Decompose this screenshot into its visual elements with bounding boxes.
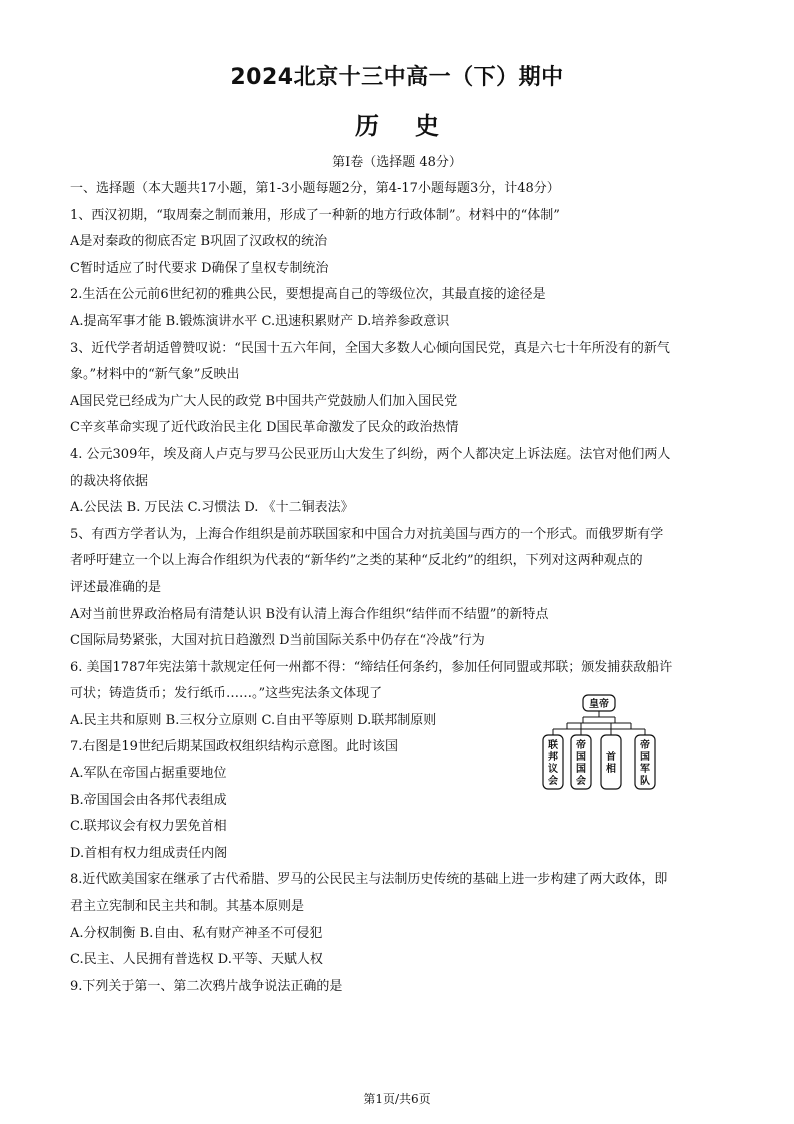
text-line: 的裁决将依据: [70, 473, 149, 489]
text-line: C.联邦议会有权力罢免首相: [70, 819, 227, 835]
box-label-federal-council: 联邦议会: [548, 740, 558, 787]
box-label-imperial-diet: 帝国国会: [576, 740, 586, 787]
text-line: 者呼吁建立一个以上海合作组织为代表的“新华约”之类的某种“反北约”的组织，下列对这两种观点的: [70, 553, 643, 569]
text-line: A.分权制衡 B.自由、私有财产神圣不可侵犯: [70, 925, 323, 941]
text-line: 3、近代学者胡适曾赞叹说：“民国十五六年间，全国大多数人心倾向国民党，真是六七十年所没有的新气: [70, 340, 670, 356]
question-body: [70, 176, 722, 1000]
text-line: A.民主共和原则 B.三权分立原则 C.自由平等原则 D.联邦制原则: [70, 712, 437, 728]
text-line: C国际局势紧张，大国对抗日趋激烈 D当前国际关系中仍存在“冷战”行为: [70, 633, 485, 649]
box-label-imperial-army: 帝国军队: [640, 740, 650, 787]
text-line: A是对秦政的彻底否定 B巩固了汉政权的统治: [70, 234, 328, 250]
text-line: A对当前世界政治格局有清楚认识 B没有认清上海合作组织“结伴而不结盟”的新特点: [70, 606, 549, 622]
text-line: A.军队在帝国占据重要地位: [70, 766, 227, 782]
text-line: A.提高军事才能 B.锻炼演讲水平 C.迅速积累财产 D.培养参政意识: [70, 313, 450, 329]
text-line: 5、有西方学者认为，上海合作组织是前苏联国家和中国合力对抗美国与西方的一个形式。而俄罗斯有学: [70, 526, 664, 542]
text-line: C.民主、人民拥有普选权 D.平等、天赋人权: [70, 952, 323, 968]
text-line: 1、西汉初期，“取周秦之制而兼用，形成了一种新的地方行政体制”。材料中的“体制”: [70, 207, 560, 223]
exam-title: 2024北京十三中高一（下）期中: [230, 65, 564, 90]
government-structure-diagram: [533, 693, 663, 793]
text-line: 评述最准确的是: [70, 579, 162, 595]
text-line: 6. 美国1787年宪法第十款规定任何一州都不得：“缔结任何条约，参加任何同盟或邦联；颁发捕获敌船许: [70, 659, 673, 675]
text-line: C暂时适应了时代要求 D确保了皇权专制统治: [70, 260, 329, 276]
text-line: 4. 公元309年，埃及商人卢克与罗马公民亚历山大发生了纠纷，两个人都决定上诉法庭。法官对他们两人: [70, 446, 671, 462]
text-line: D.首相有权力组成责任内阁: [70, 845, 228, 861]
text-line: A国民党已经成为广大人民的政党 B中国共产党鼓励人们加入国民党: [70, 393, 458, 409]
text-line: 一、选择题（本大题共17小题，第1-3小题每题2分，第4-17小题每题3分，计48分）: [70, 181, 560, 196]
text-line: 7.右图是19世纪后期某国政权组织结构示意图。此时该国: [70, 739, 398, 755]
box-label-chancellor: 首相: [606, 752, 616, 775]
text-line: 2.生活在公元前6世纪初的雅典公民，要想提高自己的等级位次，其最直接的途径是: [70, 287, 546, 303]
text-line: 象。”材料中的“新气象”反映出: [70, 367, 240, 383]
text-line: 8.近代欧美国家在继承了古代希腊、罗马的公民民主与法制历史传统的基础上进一步构建了两大政体，即: [70, 872, 668, 888]
page-footer: 第1页/共6页: [363, 1092, 431, 1106]
text-line: 9.下列关于第一、第二次鸦片战争说法正确的是: [70, 978, 343, 994]
text-line: 君主立宪制和民主共和制。其基本原则是: [70, 899, 305, 915]
section-heading: 第Ⅰ卷（选择题 48分）: [332, 155, 462, 170]
text-line: C辛亥革命实现了近代政治民主化 D国民革命激发了民众的政治热情: [70, 420, 459, 436]
text-line: A.公民法 B. 万民法 C.习惯法 D. 《十二铜表法》: [70, 500, 354, 516]
subject-title: 历史: [355, 112, 475, 140]
text-line: 可状；铸造货币；发行纸币……。”这些宪法条文体现了: [70, 686, 383, 702]
top-label: 皇帝: [589, 699, 609, 710]
text-line: B.帝国国会由各邦代表组成: [70, 792, 227, 808]
